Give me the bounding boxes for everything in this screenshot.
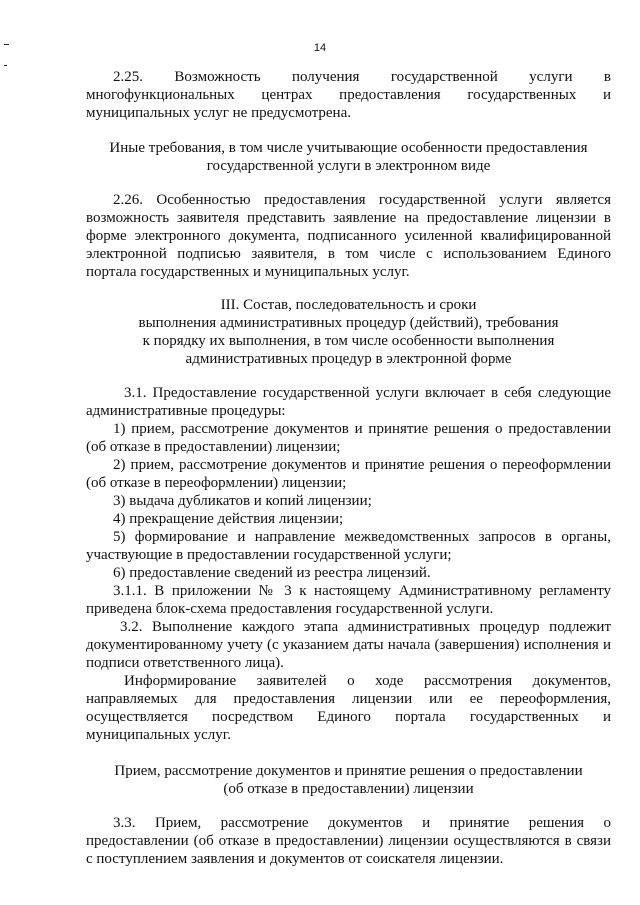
subheading-reception-line-1: Прием, рассмотрение документов и принятие решения о предоставлении (114, 763, 583, 779)
para-3-3-line-2: предоставлении (об отказе в предоставлении) лицензии осуществляются в связи (86, 833, 611, 849)
scan-mark-middle (4, 65, 7, 66)
para-2-26-line-1: 2.26. Особенностью предоставления государственной услуги является (113, 192, 611, 208)
subheading-reception-line-2: (об отказе в предоставлении) лицензии (223, 781, 474, 797)
para-2-25-line-2: многофункциональных центрах предоставления государственных и (86, 87, 611, 103)
para-informing-line-2: направляемых для предоставления лицензии или ее переоформления, (86, 691, 611, 707)
section-iii-heading-line-4: административных процедур в электронной форме (185, 351, 512, 367)
list-item-6: 6) предоставление сведений из реестра лицензий. (113, 565, 431, 581)
para-3-2-line-2: документированному учету (с указанием даты начала (завершения) исполнения и (86, 637, 611, 653)
para-3-1-1-line-1: 3.1.1. В приложении № 3 к настоящему Административному регламенту (113, 583, 611, 599)
para-2-25-line-1: 2.25. Возможность получения государственной услуги в (113, 69, 611, 85)
para-2-26-line-4: электронной подписью заявителя, в том числе с использованием Единого (86, 246, 611, 262)
para-informing-line-4: муниципальных услуг. (86, 727, 231, 743)
para-3-3-line-3: с поступлением заявления и документов от соискателя лицензии. (86, 851, 504, 867)
list-item-5-line-2: участвующие в предоставлении государственной услуги; (86, 547, 452, 563)
section-iii-heading-line-2: выполнения административных процедур (действий), требования (138, 315, 559, 331)
section-iii-heading-line-3: к порядку их выполнения, в том числе особенности выполнения (142, 333, 555, 349)
para-3-2-line-1: 3.2. Выполнение каждого этапа административных процедур подлежит (120, 619, 611, 635)
section-iii-heading-line-1: III. Состав, последовательность и сроки (220, 297, 477, 313)
list-item-4: 4) прекращение действия лицензии; (113, 511, 344, 527)
para-3-1-line-1: 3.1. Предоставление государственной услуги включает в себя следующие (124, 385, 611, 401)
para-informing-line-1: Информирование заявителей о ходе рассмотрения документов, (124, 673, 611, 689)
para-3-1-line-2: административные процедуры: (86, 403, 286, 419)
para-2-26-line-3: форме электронного документа, подписанного усиленной квалифицированной (86, 228, 611, 244)
para-informing-line-3: осуществляется посредством Единого портала государственных и (86, 709, 611, 725)
heading-other-requirements-line-2: государственной услуги в электронном виде (206, 158, 491, 174)
para-3-2-line-3: подписи ответственного лица). (86, 655, 284, 671)
para-3-3-line-1: 3.3. Прием, рассмотрение документов и принятие решения о (113, 815, 611, 831)
para-3-1-1-line-2: приведена блок-схема предоставления государственной услуги. (86, 601, 494, 617)
list-item-1-line-1: 1) прием, рассмотрение документов и принятие решения о предоставлении (113, 421, 611, 437)
para-2-26-line-5: портала государственных и муниципальных услуг. (86, 264, 410, 280)
list-item-2-line-2: (об отказе в переоформлении) лицензии; (86, 475, 347, 491)
list-item-1-line-2: (об отказе в предоставлении) лицензии; (86, 439, 341, 455)
para-2-26-line-2: возможность заявителя представить заявление на предоставление лицензии в (86, 210, 611, 226)
heading-other-requirements-line-1: Иные требования, в том числе учитывающие особенности предоставления (109, 140, 588, 156)
para-2-25-line-3: муниципальных услуг не предусмотрена. (86, 105, 351, 121)
list-item-3: 3) выдача дубликатов и копий лицензии; (113, 493, 372, 509)
page-number: 14 (313, 42, 327, 54)
list-item-5-line-1: 5) формирование и направление межведомственных запросов в органы, (113, 529, 611, 545)
list-item-2-line-1: 2) прием, рассмотрение документов и принятие решения о переоформлении (113, 457, 611, 473)
